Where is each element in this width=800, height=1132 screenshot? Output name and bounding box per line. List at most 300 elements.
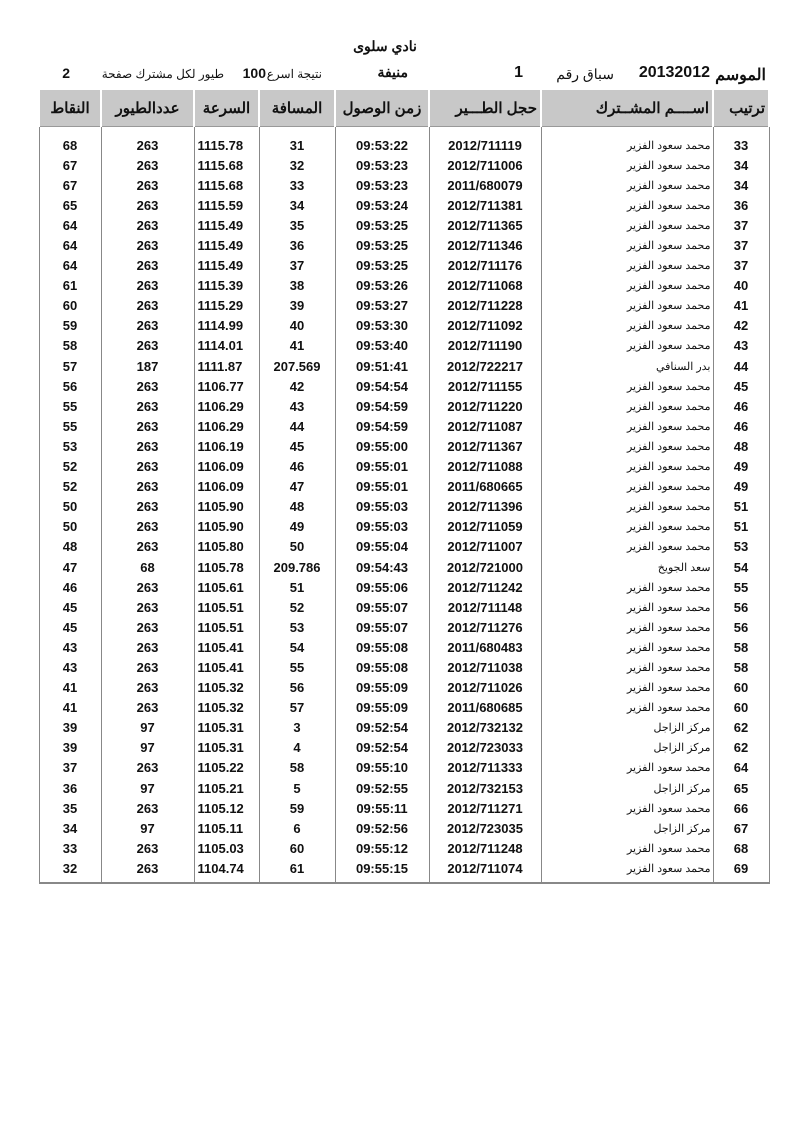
cell-rank: 48 — [713, 436, 769, 456]
cell-bird-count: 263 — [101, 175, 194, 195]
cell-rank: 41 — [713, 296, 769, 316]
cell-bird-count: 263 — [101, 436, 194, 456]
cell-arrival-time: 09:55:01 — [335, 477, 429, 497]
cell-points: 36 — [39, 778, 101, 798]
cell-speed: 1105.90 — [194, 517, 259, 537]
cell-distance: 48 — [259, 497, 335, 517]
cell-rank: 62 — [713, 718, 769, 738]
cell-ring: 2012/711088 — [429, 457, 541, 477]
cell-arrival-time: 09:53:30 — [335, 316, 429, 336]
cell-arrival-time: 09:55:12 — [335, 838, 429, 858]
cell-rank: 36 — [713, 195, 769, 215]
table-row — [39, 657, 769, 677]
cell-rank: 51 — [713, 517, 769, 537]
cell-arrival-time: 09:53:26 — [335, 276, 429, 296]
table-row — [39, 718, 769, 738]
cell-ring: 2012/732132 — [429, 718, 541, 738]
table-row — [39, 416, 769, 436]
cell-distance: 49 — [259, 517, 335, 537]
cell-bird-count: 263 — [101, 416, 194, 436]
race-number: 1 — [514, 64, 523, 81]
cell-member-name: محمد سعود الفزير — [541, 127, 713, 156]
cell-bird-count: 263 — [101, 497, 194, 517]
cell-distance: 31 — [259, 127, 335, 156]
cell-bird-count: 187 — [101, 356, 194, 376]
cell-member-name: محمد سعود الفزير — [541, 296, 713, 316]
cell-points: 57 — [39, 356, 101, 376]
table-row — [39, 195, 769, 215]
cell-bird-count: 263 — [101, 577, 194, 597]
cell-points: 68 — [39, 127, 101, 156]
col-distance: المسافة — [259, 89, 335, 127]
cell-ring: 2011/680665 — [429, 477, 541, 497]
table-row — [39, 436, 769, 456]
cell-ring: 2012/732153 — [429, 778, 541, 798]
cell-points: 50 — [39, 517, 101, 537]
cell-rank: 64 — [713, 758, 769, 778]
cell-bird-count: 263 — [101, 127, 194, 156]
cell-member-name: محمد سعود الفزير — [541, 477, 713, 497]
cell-speed: 1105.51 — [194, 597, 259, 617]
cell-points: 32 — [39, 858, 101, 883]
table-row — [39, 457, 769, 477]
cell-points: 60 — [39, 296, 101, 316]
cell-distance: 38 — [259, 276, 335, 296]
cell-member-name: محمد سعود الفزير — [541, 215, 713, 235]
cell-member-name: محمد سعود الفزير — [541, 678, 713, 698]
cell-distance: 4 — [259, 738, 335, 758]
table-row — [39, 617, 769, 637]
race-label: سباق رقم — [556, 66, 614, 82]
cell-speed: 1104.74 — [194, 858, 259, 883]
cell-arrival-time: 09:54:54 — [335, 376, 429, 396]
cell-distance: 3 — [259, 718, 335, 738]
cell-speed: 1105.41 — [194, 657, 259, 677]
table-row — [39, 235, 769, 255]
cell-rank: 58 — [713, 657, 769, 677]
cell-points: 65 — [39, 195, 101, 215]
cell-distance: 36 — [259, 235, 335, 255]
cell-points: 67 — [39, 175, 101, 195]
cell-speed: 1105.03 — [194, 838, 259, 858]
header-row — [39, 89, 769, 127]
cell-member-name: محمد سعود الفزير — [541, 517, 713, 537]
cell-points: 55 — [39, 396, 101, 416]
table-row — [39, 778, 769, 798]
cell-distance: 32 — [259, 155, 335, 175]
cell-rank: 37 — [713, 256, 769, 276]
cell-distance: 60 — [259, 838, 335, 858]
cell-distance: 43 — [259, 396, 335, 416]
table-row — [39, 497, 769, 517]
cell-rank: 43 — [713, 336, 769, 356]
cell-rank: 58 — [713, 637, 769, 657]
cell-bird-count: 263 — [101, 798, 194, 818]
cell-arrival-time: 09:53:40 — [335, 336, 429, 356]
cell-ring: 2012/711333 — [429, 758, 541, 778]
cell-speed: 1105.11 — [194, 818, 259, 838]
cell-rank: 68 — [713, 838, 769, 858]
cell-points: 45 — [39, 617, 101, 637]
cell-bird-count: 263 — [101, 376, 194, 396]
cell-ring: 2012/723033 — [429, 738, 541, 758]
table-row — [39, 356, 769, 376]
cell-bird-count: 263 — [101, 256, 194, 276]
table-row — [39, 818, 769, 838]
cell-rank: 44 — [713, 356, 769, 376]
cell-member-name: محمد سعود الفزير — [541, 376, 713, 396]
cell-rank: 60 — [713, 698, 769, 718]
cell-points: 67 — [39, 155, 101, 175]
cell-distance: 5 — [259, 778, 335, 798]
cell-arrival-time: 09:53:25 — [335, 235, 429, 255]
table-row — [39, 155, 769, 175]
cell-distance: 46 — [259, 457, 335, 477]
cell-bird-count: 263 — [101, 235, 194, 255]
club-name: نادي سلوى — [353, 38, 417, 54]
table-row — [39, 256, 769, 276]
cell-bird-count: 263 — [101, 537, 194, 557]
cell-ring: 2012/711038 — [429, 657, 541, 677]
cell-rank: 62 — [713, 738, 769, 758]
cell-ring: 2012/711228 — [429, 296, 541, 316]
cell-rank: 54 — [713, 557, 769, 577]
cell-ring: 2012/711346 — [429, 235, 541, 255]
cell-speed: 1105.32 — [194, 698, 259, 718]
cell-distance: 47 — [259, 477, 335, 497]
cell-rank: 55 — [713, 577, 769, 597]
cell-arrival-time: 09:53:25 — [335, 215, 429, 235]
cell-distance: 209.786 — [259, 557, 335, 577]
cell-points: 56 — [39, 376, 101, 396]
table-row — [39, 678, 769, 698]
top-count: 100 — [242, 65, 266, 81]
cell-points: 46 — [39, 577, 101, 597]
table-row — [39, 215, 769, 235]
cell-member-name: مركز الزاجل — [541, 718, 713, 738]
cell-points: 43 — [39, 637, 101, 657]
cell-bird-count: 263 — [101, 678, 194, 698]
table-row — [39, 838, 769, 858]
cell-distance: 33 — [259, 175, 335, 195]
cell-ring: 2012/711242 — [429, 577, 541, 597]
cell-points: 33 — [39, 838, 101, 858]
cell-speed: 1115.39 — [194, 276, 259, 296]
cell-points: 35 — [39, 798, 101, 818]
cell-speed: 1115.49 — [194, 235, 259, 255]
cell-ring: 2011/680685 — [429, 698, 541, 718]
cell-bird-count: 263 — [101, 396, 194, 416]
cell-member-name: بدر السنافي — [541, 356, 713, 376]
cell-member-name: محمد سعود الفزير — [541, 858, 713, 883]
table-row — [39, 798, 769, 818]
cell-rank: 56 — [713, 617, 769, 637]
table-row — [39, 127, 769, 156]
cell-distance: 58 — [259, 758, 335, 778]
cell-speed: 1105.31 — [194, 738, 259, 758]
cell-arrival-time: 09:55:09 — [335, 678, 429, 698]
season-value: 20132012 — [638, 64, 710, 81]
cell-speed: 1106.29 — [194, 396, 259, 416]
cell-member-name: محمد سعود الفزير — [541, 396, 713, 416]
cell-speed: 1115.59 — [194, 195, 259, 215]
cell-speed: 1105.61 — [194, 577, 259, 597]
cell-speed: 1115.29 — [194, 296, 259, 316]
table-row — [39, 336, 769, 356]
cell-arrival-time: 09:55:03 — [335, 517, 429, 537]
col-speed: السرعة — [194, 89, 259, 127]
cell-member-name: محمد سعود الفزير — [541, 698, 713, 718]
cell-distance: 39 — [259, 296, 335, 316]
cell-points: 64 — [39, 235, 101, 255]
cell-ring: 2012/711271 — [429, 798, 541, 818]
cell-speed: 1105.41 — [194, 637, 259, 657]
cell-bird-count: 263 — [101, 195, 194, 215]
cell-points: 47 — [39, 557, 101, 577]
cell-member-name: محمد سعود الفزير — [541, 577, 713, 597]
cell-points: 52 — [39, 477, 101, 497]
cell-bird-count: 263 — [101, 517, 194, 537]
cell-rank: 67 — [713, 818, 769, 838]
table-row — [39, 296, 769, 316]
cell-distance: 51 — [259, 577, 335, 597]
cell-rank: 37 — [713, 235, 769, 255]
table-row — [39, 577, 769, 597]
cell-speed: 1106.19 — [194, 436, 259, 456]
cell-ring: 2011/680483 — [429, 637, 541, 657]
table-row — [39, 316, 769, 336]
cell-member-name: سعد الجويخ — [541, 557, 713, 577]
table-row — [39, 858, 769, 883]
cell-ring: 2012/722217 — [429, 356, 541, 376]
cell-speed: 1106.77 — [194, 376, 259, 396]
cell-speed: 1105.80 — [194, 537, 259, 557]
cell-distance: 40 — [259, 316, 335, 336]
cell-bird-count: 263 — [101, 637, 194, 657]
cell-rank: 53 — [713, 537, 769, 557]
cell-rank: 51 — [713, 497, 769, 517]
cell-points: 64 — [39, 256, 101, 276]
col-points: النقاط — [39, 89, 101, 127]
cell-arrival-time: 09:55:08 — [335, 657, 429, 677]
cell-arrival-time: 09:53:27 — [335, 296, 429, 316]
col-bird-count: عددالطيور — [101, 89, 194, 127]
cell-arrival-time: 09:54:43 — [335, 557, 429, 577]
cell-points: 58 — [39, 336, 101, 356]
cell-bird-count: 97 — [101, 778, 194, 798]
cell-speed: 1114.01 — [194, 336, 259, 356]
cell-speed: 1105.21 — [194, 778, 259, 798]
cell-points: 53 — [39, 436, 101, 456]
cell-speed: 1105.12 — [194, 798, 259, 818]
cell-bird-count: 97 — [101, 818, 194, 838]
cell-bird-count: 263 — [101, 838, 194, 858]
cell-speed: 1115.78 — [194, 127, 259, 156]
cell-arrival-time: 09:55:10 — [335, 758, 429, 778]
cell-distance: 35 — [259, 215, 335, 235]
cell-arrival-time: 09:55:07 — [335, 617, 429, 637]
cell-member-name: محمد سعود الفزير — [541, 276, 713, 296]
cell-member-name: مركز الزاجل — [541, 738, 713, 758]
cell-ring: 2012/711276 — [429, 617, 541, 637]
cell-speed: 1115.68 — [194, 155, 259, 175]
cell-distance: 52 — [259, 597, 335, 617]
cell-arrival-time: 09:52:54 — [335, 718, 429, 738]
cell-points: 37 — [39, 758, 101, 778]
cell-distance: 54 — [259, 637, 335, 657]
cell-bird-count: 97 — [101, 738, 194, 758]
cell-rank: 65 — [713, 778, 769, 798]
cell-rank: 45 — [713, 376, 769, 396]
cell-bird-count: 263 — [101, 858, 194, 883]
cell-member-name: محمد سعود الفزير — [541, 436, 713, 456]
cell-distance: 45 — [259, 436, 335, 456]
cell-member-name: محمد سعود الفزير — [541, 316, 713, 336]
cell-ring: 2012/721000 — [429, 557, 541, 577]
per-member-label: طيور لكل مشترك صفحة — [101, 67, 224, 81]
cell-ring: 2012/711381 — [429, 195, 541, 215]
cell-bird-count: 68 — [101, 557, 194, 577]
cell-bird-count: 263 — [101, 597, 194, 617]
cell-speed: 1106.09 — [194, 477, 259, 497]
cell-member-name: محمد سعود الفزير — [541, 497, 713, 517]
cell-rank: 42 — [713, 316, 769, 336]
cell-distance: 41 — [259, 336, 335, 356]
cell-speed: 1114.99 — [194, 316, 259, 336]
cell-points: 41 — [39, 678, 101, 698]
table-row — [39, 758, 769, 778]
cell-rank: 40 — [713, 276, 769, 296]
cell-distance: 50 — [259, 537, 335, 557]
cell-speed: 1105.32 — [194, 678, 259, 698]
cell-distance: 6 — [259, 818, 335, 838]
cell-arrival-time: 09:54:59 — [335, 416, 429, 436]
cell-member-name: محمد سعود الفزير — [541, 416, 713, 436]
cell-rank: 46 — [713, 416, 769, 436]
cell-arrival-time: 09:54:59 — [335, 396, 429, 416]
cell-distance: 53 — [259, 617, 335, 637]
col-member-name: اســــم المشــترك — [541, 89, 713, 127]
region: منيفة — [377, 64, 408, 80]
cell-member-name: محمد سعود الفزير — [541, 617, 713, 637]
cell-member-name: محمد سعود الفزير — [541, 457, 713, 477]
cell-arrival-time: 09:53:23 — [335, 175, 429, 195]
cell-ring: 2012/711248 — [429, 838, 541, 858]
cell-ring: 2012/711367 — [429, 436, 541, 456]
cell-speed: 1105.51 — [194, 617, 259, 637]
cell-member-name: محمد سعود الفزير — [541, 336, 713, 356]
cell-bird-count: 263 — [101, 155, 194, 175]
table-row — [39, 637, 769, 657]
table-row — [39, 597, 769, 617]
cell-speed: 1105.90 — [194, 497, 259, 517]
cell-bird-count: 263 — [101, 336, 194, 356]
cell-rank: 49 — [713, 477, 769, 497]
cell-arrival-time: 09:55:04 — [335, 537, 429, 557]
cell-arrival-time: 09:53:22 — [335, 127, 429, 156]
cell-ring: 2012/711026 — [429, 678, 541, 698]
cell-ring: 2012/711087 — [429, 416, 541, 436]
cell-ring: 2012/711007 — [429, 537, 541, 557]
cell-ring: 2012/711148 — [429, 597, 541, 617]
cell-ring: 2012/711074 — [429, 858, 541, 883]
cell-rank: 34 — [713, 175, 769, 195]
cell-ring: 2012/711059 — [429, 517, 541, 537]
table-row — [39, 376, 769, 396]
cell-rank: 56 — [713, 597, 769, 617]
cell-bird-count: 263 — [101, 276, 194, 296]
cell-rank: 66 — [713, 798, 769, 818]
table-row — [39, 738, 769, 758]
cell-points: 34 — [39, 818, 101, 838]
cell-points: 39 — [39, 738, 101, 758]
cell-distance: 42 — [259, 376, 335, 396]
cell-distance: 56 — [259, 678, 335, 698]
cell-distance: 61 — [259, 858, 335, 883]
cell-member-name: محمد سعود الفزير — [541, 597, 713, 617]
col-rank: ترتيب — [713, 89, 769, 127]
cell-speed: 1105.31 — [194, 718, 259, 738]
cell-distance: 37 — [259, 256, 335, 276]
cell-distance: 59 — [259, 798, 335, 818]
cell-points: 39 — [39, 718, 101, 738]
cell-member-name: محمد سعود الفزير — [541, 657, 713, 677]
cell-member-name: محمد سعود الفزير — [541, 175, 713, 195]
cell-speed: 1115.49 — [194, 256, 259, 276]
col-ring: حجل الطـــير — [429, 89, 541, 127]
cell-member-name: محمد سعود الفزير — [541, 256, 713, 276]
cell-arrival-time: 09:52:56 — [335, 818, 429, 838]
cell-points: 50 — [39, 497, 101, 517]
cell-arrival-time: 09:55:07 — [335, 597, 429, 617]
cell-speed: 1115.68 — [194, 175, 259, 195]
cell-ring: 2012/711155 — [429, 376, 541, 396]
cell-speed: 1106.09 — [194, 457, 259, 477]
cell-bird-count: 97 — [101, 718, 194, 738]
race-info — [40, 64, 766, 86]
cell-ring: 2011/680079 — [429, 175, 541, 195]
result-label: نتيجة اسرع — [266, 67, 322, 81]
cell-points: 59 — [39, 316, 101, 336]
cell-ring: 2012/711119 — [429, 127, 541, 156]
cell-arrival-time: 09:53:25 — [335, 256, 429, 276]
cell-bird-count: 263 — [101, 477, 194, 497]
cell-arrival-time: 09:55:08 — [335, 637, 429, 657]
cell-bird-count: 263 — [101, 457, 194, 477]
page-number: 2 — [62, 65, 70, 81]
cell-bird-count: 263 — [101, 215, 194, 235]
cell-arrival-time: 09:55:11 — [335, 798, 429, 818]
cell-distance: 44 — [259, 416, 335, 436]
table-row — [39, 698, 769, 718]
cell-bird-count: 263 — [101, 296, 194, 316]
cell-rank: 34 — [713, 155, 769, 175]
cell-ring: 2012/711220 — [429, 396, 541, 416]
cell-points: 41 — [39, 698, 101, 718]
cell-distance: 34 — [259, 195, 335, 215]
cell-member-name: محمد سعود الفزير — [541, 758, 713, 778]
cell-ring: 2012/711190 — [429, 336, 541, 356]
cell-rank: 37 — [713, 215, 769, 235]
cell-rank: 69 — [713, 858, 769, 883]
cell-arrival-time: 09:55:01 — [335, 457, 429, 477]
cell-ring: 2012/711176 — [429, 256, 541, 276]
cell-arrival-time: 09:52:55 — [335, 778, 429, 798]
cell-arrival-time: 09:53:23 — [335, 155, 429, 175]
cell-arrival-time: 09:53:24 — [335, 195, 429, 215]
cell-rank: 46 — [713, 396, 769, 416]
cell-ring: 2012/711396 — [429, 497, 541, 517]
